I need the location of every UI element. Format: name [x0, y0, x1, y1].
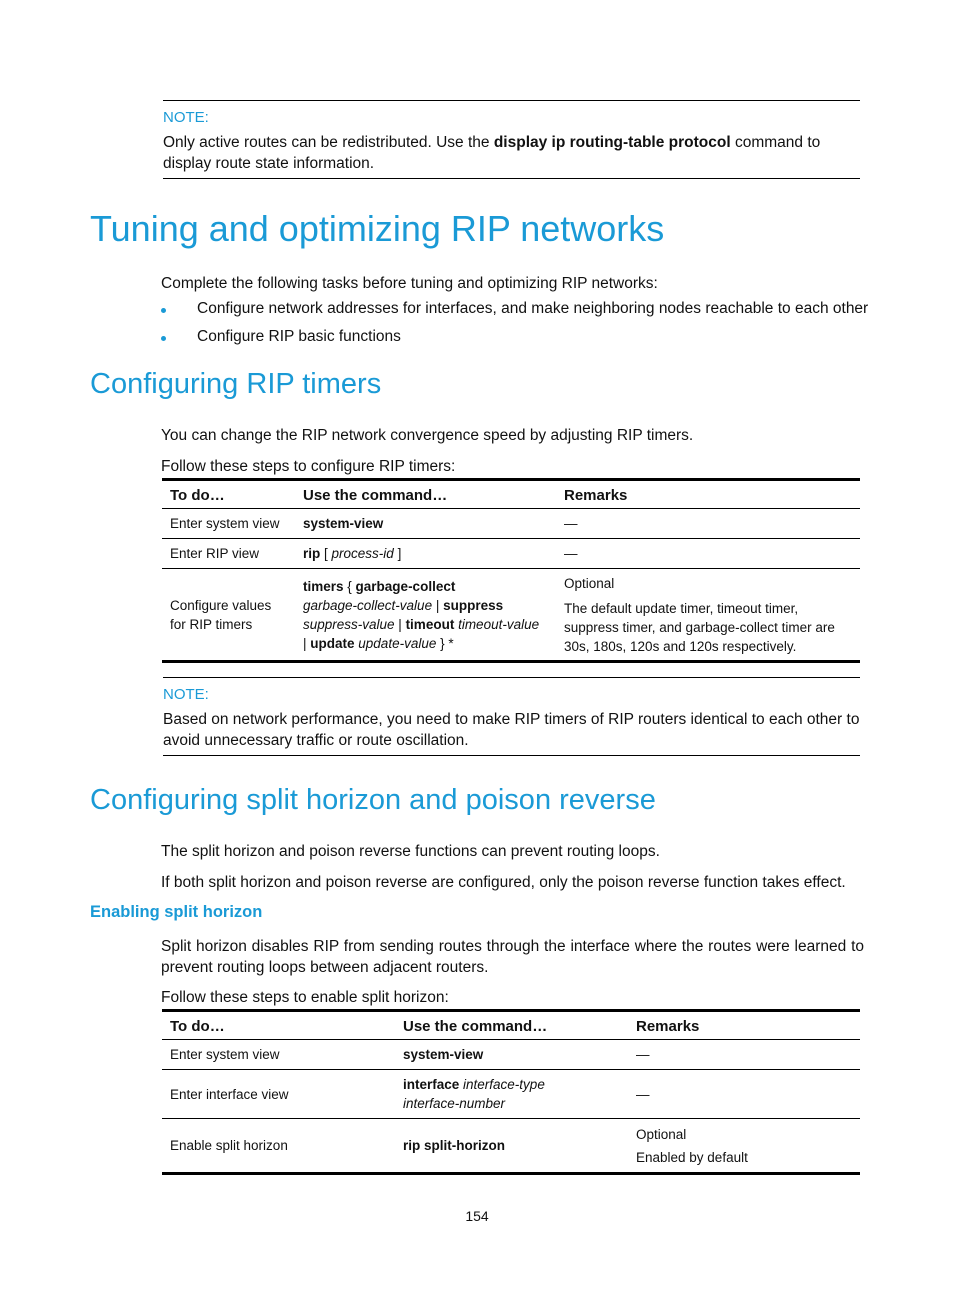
column-header: Remarks: [628, 1011, 860, 1040]
table-cell: —: [628, 1040, 860, 1070]
command-argument: interface-type: [459, 1077, 545, 1092]
table-cell: Enter system view: [162, 509, 295, 539]
note-label: NOTE:: [163, 109, 209, 126]
table-row: [162, 1070, 860, 1119]
paragraph: You can change the RIP network convergence speed by adjusting RIP timers.: [161, 427, 694, 444]
command-syntax: |: [303, 635, 311, 651]
note-box: [163, 677, 860, 756]
column-header: Use the command…: [295, 480, 556, 509]
table-cell: system-view: [395, 1040, 628, 1070]
command-syntax: } *: [436, 635, 454, 651]
subheading-enabling-split-horizon: Enabling split horizon: [90, 903, 263, 921]
command-syntax: {: [343, 578, 356, 594]
command-keyword: rip: [303, 546, 321, 561]
table-cell: Enter system view: [162, 1040, 395, 1070]
table-cell: Configure values for RIP timers: [162, 569, 295, 662]
command-keyword: timeout: [405, 616, 455, 632]
intro-text: Complete the following tasks before tuning and optimizing RIP networks:: [161, 275, 658, 292]
table-cell: Enter RIP view: [162, 539, 295, 569]
heading-tuning: Tuning and optimizing RIP networks: [90, 208, 665, 249]
remark-line: The default update timer, timeout timer, suppress timer, and garbage-collect timer are 30s, 180s, 120s and 120s respectively.: [564, 600, 835, 654]
note-text-part: command to display route state information.: [163, 134, 821, 172]
remark-line: Enabled by default: [636, 1149, 748, 1165]
table-cell: Enter interface view: [162, 1070, 395, 1119]
list-item-text: Configure RIP basic functions: [197, 328, 401, 345]
table-cell: [295, 539, 556, 569]
heading-rip-timers: Configuring RIP timers: [90, 368, 382, 400]
bullet-icon: [161, 336, 166, 341]
command-syntax: |: [432, 597, 444, 613]
command-argument: suppress-value: [303, 616, 395, 632]
table-cell: [556, 569, 860, 662]
table-row: [162, 1119, 860, 1174]
paragraph: Follow these steps to configure RIP timers:: [161, 458, 456, 475]
command-keyword: timers: [303, 578, 344, 594]
note-label: NOTE:: [163, 686, 209, 703]
table-cell: system-view: [295, 509, 556, 539]
split-horizon-table: [162, 1009, 860, 1175]
command-syntax: [: [320, 546, 332, 561]
table-cell: —: [628, 1070, 860, 1119]
table-header-row: [162, 1011, 860, 1040]
note-text: Based on network performance, you need to make RIP timers of RIP routers identical to each other to avoid unnecessary traffic or route oscillation.: [163, 711, 860, 749]
note-box: [163, 100, 860, 179]
paragraph: Follow these steps to enable split horizon:: [161, 989, 449, 1006]
command-syntax: |: [394, 616, 406, 632]
table-row: [162, 509, 860, 539]
column-header: Remarks: [556, 480, 860, 509]
heading-split-horizon: Configuring split horizon and poison reverse: [90, 784, 656, 816]
command-keyword: update: [310, 635, 355, 651]
remark-line: Optional: [564, 575, 615, 591]
command-keyword: garbage-collect: [355, 578, 456, 594]
command-keyword: suppress: [443, 597, 504, 613]
command-keyword: interface: [403, 1077, 460, 1092]
bullet-icon: [161, 308, 166, 313]
command-syntax: ]: [393, 546, 402, 561]
paragraph: Split horizon disables RIP from sending routes through the interface where the routes were learned to prevent routing loops between adjacent routers.: [161, 938, 864, 976]
table-row: [162, 1040, 860, 1070]
command-argument: interface-number: [403, 1096, 506, 1111]
table-cell: —: [556, 509, 860, 539]
rip-timers-table: [162, 478, 860, 663]
table-cell: [395, 1070, 628, 1119]
command-argument: process-id: [331, 546, 394, 561]
column-header: To do…: [162, 1011, 395, 1040]
command-name: display ip routing-table protocol: [493, 134, 731, 151]
note-text: [163, 132, 860, 174]
column-header: To do…: [162, 480, 295, 509]
paragraph: The split horizon and poison reverse functions can prevent routing loops.: [161, 843, 660, 860]
column-header: Use the command…: [395, 1011, 628, 1040]
command-argument: garbage-collect-value: [303, 597, 433, 613]
table-cell: rip split-horizon: [395, 1119, 628, 1174]
command-argument: update-value: [354, 635, 437, 651]
remark-line: Optional: [636, 1126, 687, 1142]
table-cell: Enable split horizon: [162, 1119, 395, 1174]
table-row: [162, 539, 860, 569]
note-text-part: Only active routes can be redistributed. Use the: [163, 134, 494, 151]
table-cell: [295, 569, 556, 662]
command-argument: timeout-value: [454, 616, 540, 632]
table-header-row: [162, 480, 860, 509]
list-item-text: Configure network addresses for interfaces, and make neighboring nodes reachable to each other: [197, 300, 869, 317]
page-number: 154: [465, 1208, 489, 1224]
table-cell: —: [556, 539, 860, 569]
table-cell: [628, 1119, 860, 1174]
paragraph: If both split horizon and poison reverse are configured, only the poison reverse function takes effect.: [161, 874, 846, 891]
table-row: [162, 569, 860, 662]
